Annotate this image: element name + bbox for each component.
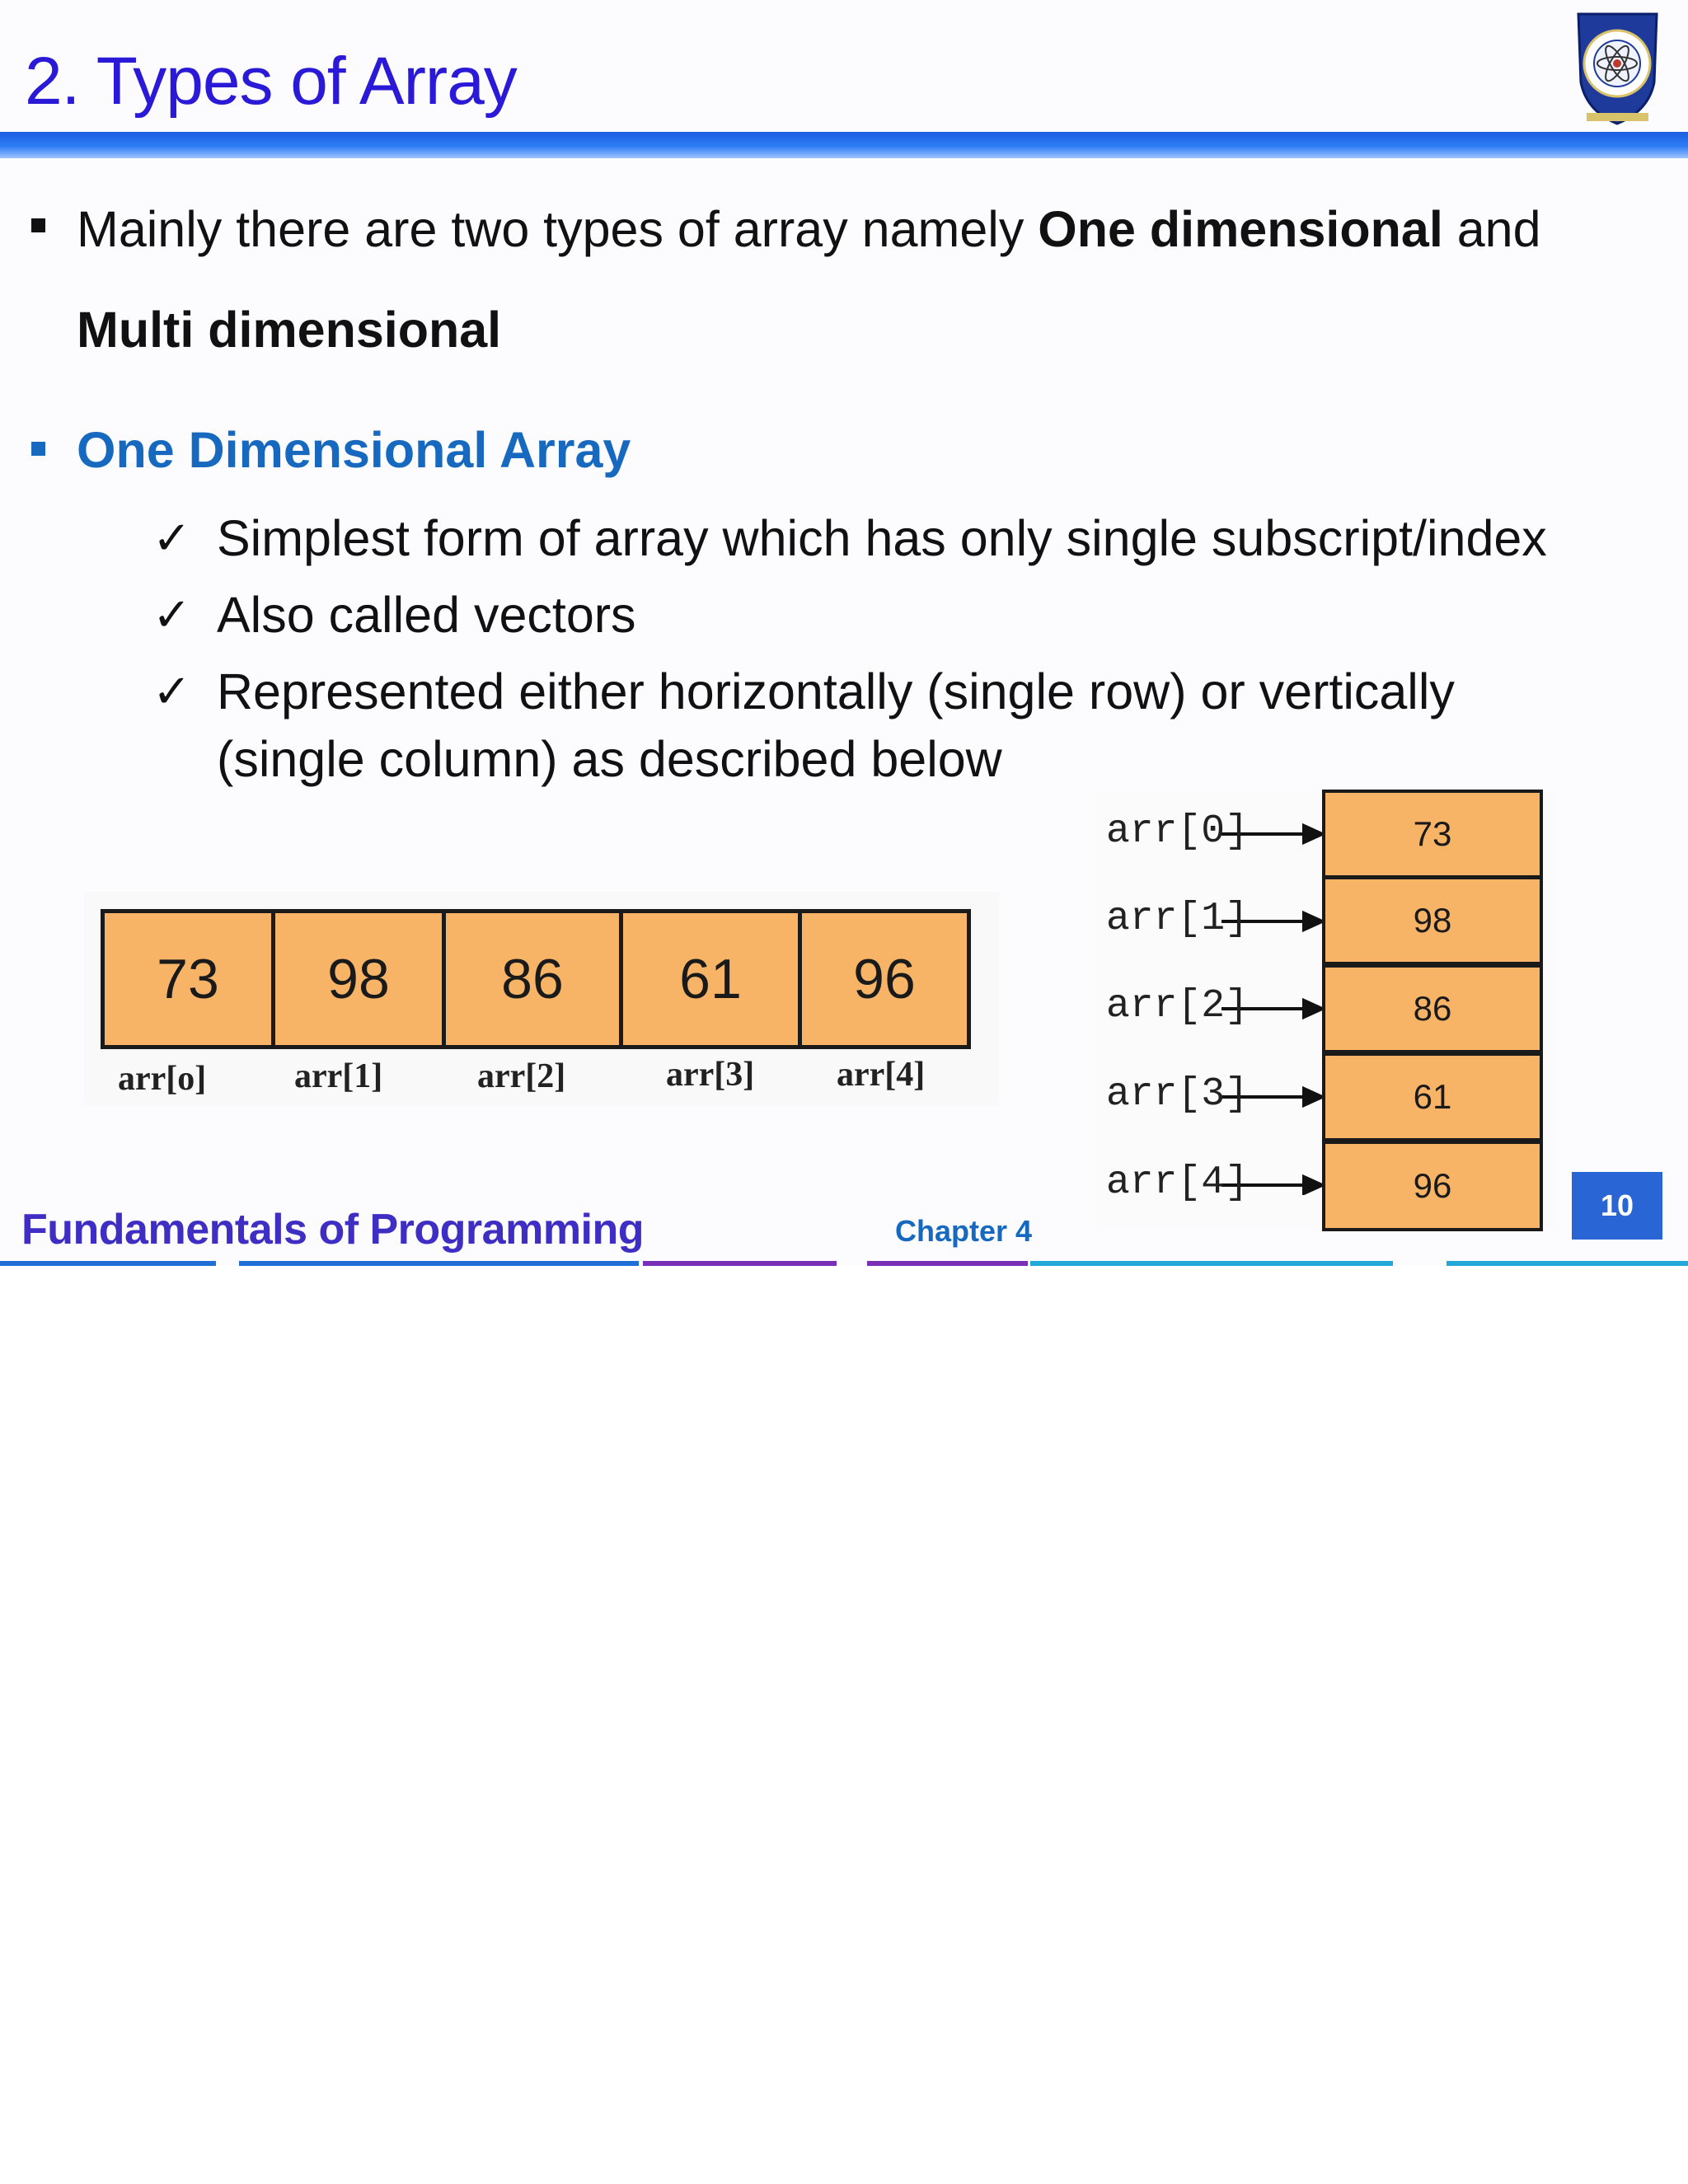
v-array-cell: 96 bbox=[1322, 1141, 1543, 1231]
footer-chapter: Chapter 4 bbox=[895, 1214, 1033, 1248]
v-array-cell: 98 bbox=[1322, 876, 1543, 965]
footer-divider bbox=[239, 1261, 639, 1266]
point-3: Represented either horizontally (single row) or vertically bbox=[217, 663, 1455, 719]
v-array-cell: 61 bbox=[1322, 1052, 1543, 1141]
v-array-cell: 73 bbox=[1322, 790, 1543, 879]
check-icon: ✓ bbox=[152, 512, 191, 564]
intro-one-dimensional: One dimensional bbox=[1038, 201, 1443, 257]
v-array-cell: 86 bbox=[1322, 964, 1543, 1053]
bullet-square-icon bbox=[31, 218, 45, 232]
footer-divider bbox=[1030, 1261, 1393, 1266]
intro-multi-dimensional: Multi dimensional bbox=[77, 302, 502, 358]
section-heading: One Dimensional Array bbox=[77, 422, 631, 478]
h-array-label: arr[o] bbox=[118, 1060, 207, 1098]
footer-divider bbox=[867, 1261, 1028, 1266]
v-array-label: arr[4] bbox=[1106, 1160, 1249, 1205]
intro-and: and bbox=[1442, 201, 1541, 257]
v-array-label: arr[1] bbox=[1106, 897, 1249, 941]
intro-text: Mainly there are two types of array namely bbox=[77, 201, 1039, 257]
check-icon: ✓ bbox=[152, 665, 191, 717]
v-array-label: arr[3] bbox=[1106, 1072, 1249, 1117]
footer-divider bbox=[1447, 1261, 1688, 1266]
footer-course-title: Fundamentals of Programming bbox=[21, 1206, 645, 1254]
page-number: 10 bbox=[1572, 1172, 1662, 1240]
h-array-label: arr[2] bbox=[477, 1057, 566, 1095]
h-array-cell: 86 bbox=[442, 909, 623, 1049]
h-array-label: arr[3] bbox=[666, 1056, 755, 1094]
v-array-label: arr[2] bbox=[1106, 984, 1249, 1029]
h-array-label: arr[1] bbox=[294, 1057, 383, 1095]
v-array-label: arr[0] bbox=[1106, 809, 1249, 854]
point-3-continued: (single column) as described below bbox=[217, 731, 1002, 787]
h-array-cell: 96 bbox=[798, 909, 971, 1049]
slide-title: 2. Types of Array bbox=[25, 44, 517, 119]
footer-divider bbox=[0, 1261, 216, 1266]
h-array-cell: 61 bbox=[619, 909, 802, 1049]
title-underline-bar bbox=[0, 132, 1688, 158]
h-array-label: arr[4] bbox=[837, 1056, 926, 1094]
bullet-square-icon bbox=[31, 442, 45, 456]
h-array-cell: 98 bbox=[271, 909, 446, 1049]
h-array-cell: 73 bbox=[101, 909, 275, 1049]
check-icon: ✓ bbox=[152, 588, 191, 640]
point-2: Also called vectors bbox=[217, 587, 636, 643]
point-1: Simplest form of array which has only single subscript/index bbox=[217, 510, 1547, 566]
university-logo-icon bbox=[1562, 4, 1673, 128]
footer-divider bbox=[643, 1261, 837, 1266]
intro-line bbox=[77, 200, 1541, 258]
